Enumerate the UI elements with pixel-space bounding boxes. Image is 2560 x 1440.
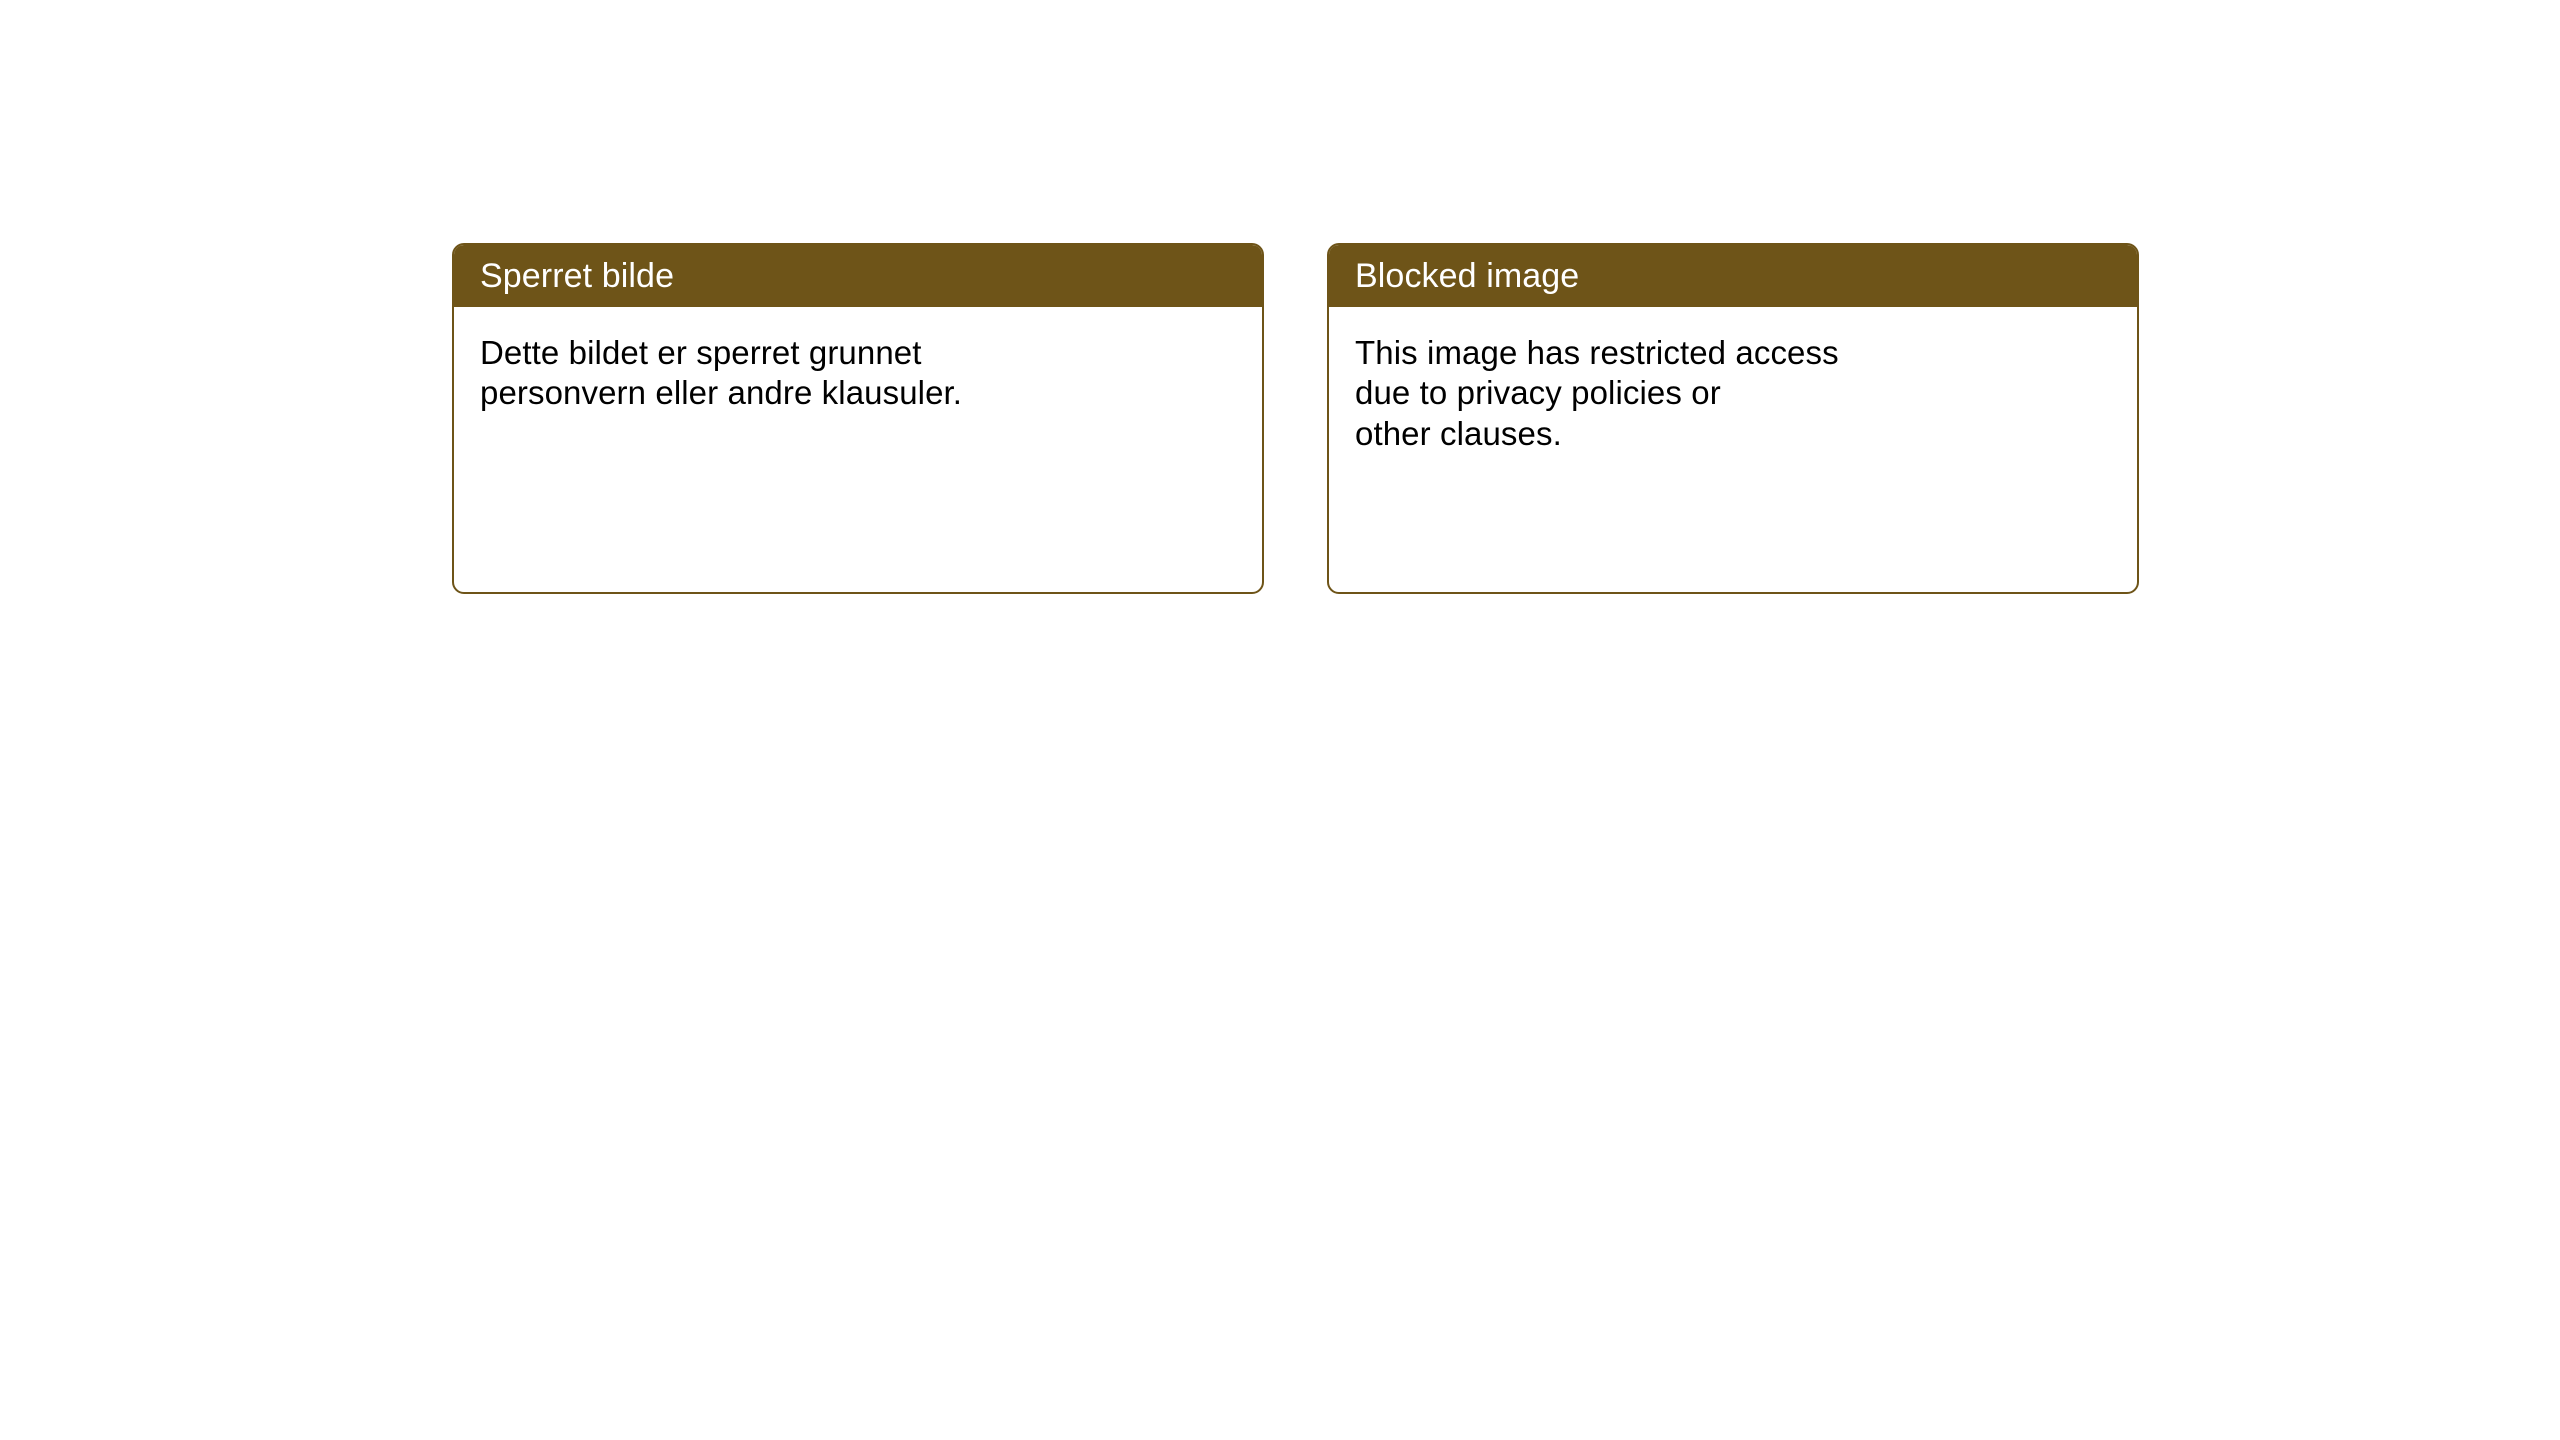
blocked-image-card-norwegian <box>452 243 1264 594</box>
card-title-norwegian: Sperret bilde <box>454 245 1262 307</box>
card-body-norwegian <box>454 307 1262 592</box>
card-body-line: other clauses. <box>1355 414 1562 452</box>
card-body-line: This image has restricted access <box>1355 334 1839 371</box>
blocked-image-card-english <box>1327 243 2139 594</box>
card-body-english <box>1329 307 2137 592</box>
card-title-english: Blocked image <box>1329 245 2137 307</box>
blocked-image-notices <box>452 243 2139 594</box>
card-body-line: Dette bildet er sperret grunnet <box>480 334 922 371</box>
card-body-line: personvern eller andre klausuler. <box>480 374 963 412</box>
card-body-line: due to privacy policies or <box>1355 374 1721 412</box>
